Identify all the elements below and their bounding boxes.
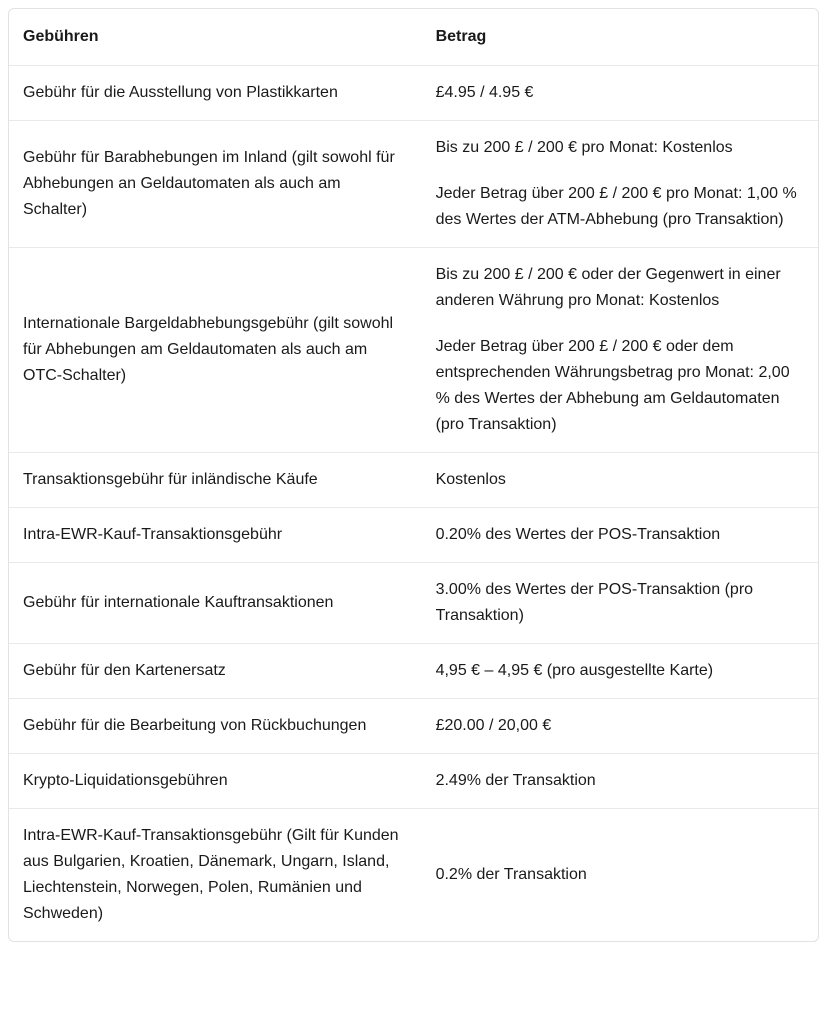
table-row: [9, 754, 818, 809]
fee-cell: [9, 809, 422, 942]
table-row: [9, 563, 818, 644]
fee-text: Intra-EWR-Kauf-Transaktionsgebühr: [23, 526, 283, 543]
fee-cell: [9, 508, 422, 563]
column-header-amount: Betrag: [435, 28, 487, 45]
table-row: [9, 121, 818, 248]
amount-cell: [422, 644, 818, 699]
fee-text: Internationale Bargeldabhebungsgebühr (gilt sowohl für Abhebungen am Geldautomaten als auch am OTC-Schalter): [23, 315, 394, 384]
amount-cell: [422, 754, 818, 809]
fee-text: Gebühr für die Bearbeitung von Rückbuchungen: [23, 717, 367, 734]
fee-cell: [9, 644, 422, 699]
table-row: [9, 644, 818, 699]
fee-text: Gebühr für die Ausstellung von Plastikkarten: [23, 84, 338, 101]
table-header-row: [9, 9, 818, 66]
amount-text: 0.20% des Wertes der POS-Transaktion: [435, 526, 721, 543]
fee-text: Krypto-Liquidationsgebühren: [23, 772, 228, 789]
amount-text: Jeder Betrag über 200 £ / 200 € oder dem entsprechenden Währungsbetrag pro Monat: 2,00 % des Wertes der Abhebung am Geldautomaten (pro Transaktion): [435, 338, 790, 433]
amount-cell: [422, 121, 818, 248]
table-row: [9, 508, 818, 563]
table-row: [9, 699, 818, 754]
amount-text: £4.95 / 4.95 €: [435, 84, 534, 101]
fees-table-body: [9, 66, 818, 942]
amount-cell: [422, 563, 818, 644]
table-row: [9, 248, 818, 453]
fee-cell: [9, 453, 422, 508]
fee-text: Gebühr für internationale Kauftransaktionen: [23, 594, 334, 611]
table-row: [9, 453, 818, 508]
fee-text: Transaktionsgebühr für inländische Käufe: [23, 471, 318, 488]
amount-text: Jeder Betrag über 200 £ / 200 € pro Monat: 1,00 % des Wertes der ATM-Abhebung (pro Transaktion): [435, 185, 797, 228]
fee-cell: [9, 121, 422, 248]
amount-cell: [422, 699, 818, 754]
fee-cell: [9, 754, 422, 809]
table-row: [9, 809, 818, 942]
amount-cell: [422, 809, 818, 942]
fee-cell: [9, 66, 422, 121]
amount-cell: [422, 453, 818, 508]
amount-cell: [422, 248, 818, 453]
amount-text: 0.2% der Transaktion: [435, 866, 587, 883]
amount-text: 2.49% der Transaktion: [435, 772, 596, 789]
fee-text: Gebühr für Barabhebungen im Inland (gilt sowohl für Abhebungen an Geldautomaten als auch am Schalter): [23, 149, 395, 218]
table-row: [9, 66, 818, 121]
fee-text: Intra-EWR-Kauf-Transaktionsgebühr (Gilt für Kunden aus Bulgarien, Kroatien, Dänemark, Ungarn, Island, Liechtenstein, Norwegen, Polen, Rumänien und Schweden): [23, 827, 399, 922]
amount-text: 3.00% des Wertes der POS-Transaktion (pro Transaktion): [435, 581, 754, 624]
amount-cell: [422, 508, 818, 563]
amount-text: Bis zu 200 £ / 200 € oder der Gegenwert in einer anderen Währung pro Monat: Kostenlos: [435, 266, 781, 309]
amount-cell: [422, 66, 818, 121]
fee-cell: [9, 248, 422, 453]
amount-text: £20.00 / 20,00 €: [435, 717, 552, 734]
fees-table: [8, 8, 819, 942]
fee-cell: [9, 699, 422, 754]
fee-cell: [9, 563, 422, 644]
amount-text: Bis zu 200 £ / 200 € pro Monat: Kostenlos: [435, 139, 733, 156]
amount-text: Kostenlos: [435, 471, 506, 488]
fee-text: Gebühr für den Kartenersatz: [23, 662, 226, 679]
column-header-fees: Gebühren: [23, 28, 99, 45]
amount-text: 4,95 € – 4,95 € (pro ausgestellte Karte): [435, 662, 714, 679]
